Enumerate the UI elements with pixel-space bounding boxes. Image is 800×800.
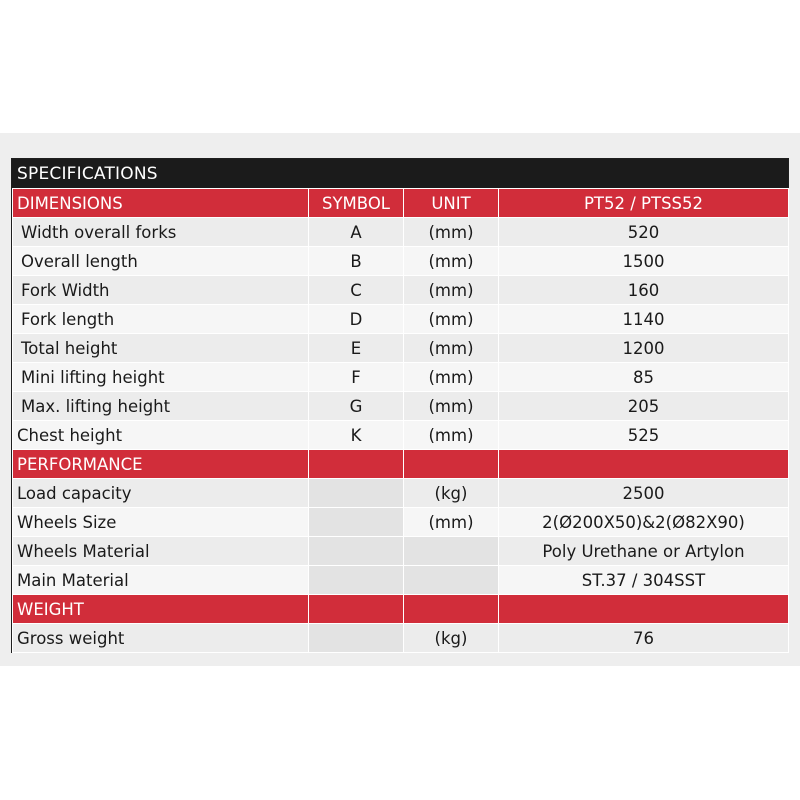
row-value: 520 (499, 218, 789, 247)
empty-cell (309, 566, 404, 595)
row-unit: (mm) (404, 392, 499, 421)
table-row (13, 218, 789, 247)
table-row (13, 276, 789, 305)
row-unit: (mm) (404, 247, 499, 276)
header-filler (499, 450, 789, 479)
table-row (13, 363, 789, 392)
table-row (13, 624, 789, 653)
spec-sheet (11, 158, 789, 653)
table-header-row (13, 189, 789, 218)
header-filler (309, 595, 404, 624)
row-label: Load capacity (13, 479, 309, 508)
weight-heading: WEIGHT (13, 595, 309, 624)
row-unit: (mm) (404, 305, 499, 334)
row-unit: (mm) (404, 363, 499, 392)
table-row (13, 479, 789, 508)
row-symbol: E (309, 334, 404, 363)
section-header-weight (13, 595, 789, 624)
row-value: 2500 (499, 479, 789, 508)
row-label: Fork length (13, 305, 309, 334)
header-model: PT52 / PTSS52 (499, 189, 789, 218)
table-row (13, 537, 789, 566)
row-symbol: A (309, 218, 404, 247)
empty-cell (309, 479, 404, 508)
table-row (13, 392, 789, 421)
table-row (13, 305, 789, 334)
row-value: 160 (499, 276, 789, 305)
row-unit: (mm) (404, 276, 499, 305)
row-label: Mini lifting height (13, 363, 309, 392)
spec-table (12, 188, 789, 653)
row-label: Wheels Material (13, 537, 309, 566)
row-value: 525 (499, 421, 789, 450)
row-unit: (kg) (404, 624, 499, 653)
row-label: Main Material (13, 566, 309, 595)
table-row (13, 508, 789, 537)
row-label: Chest height (13, 421, 309, 450)
row-value: 1500 (499, 247, 789, 276)
row-value: Poly Urethane or Artylon (499, 537, 789, 566)
row-label: Width overall forks (13, 218, 309, 247)
header-filler (309, 450, 404, 479)
header-filler (499, 595, 789, 624)
row-label: Gross weight (13, 624, 309, 653)
row-symbol: D (309, 305, 404, 334)
row-label: Overall length (13, 247, 309, 276)
row-unit: (mm) (404, 508, 499, 537)
row-label: Max. lifting height (13, 392, 309, 421)
row-value: 76 (499, 624, 789, 653)
spec-title: SPECIFICATIONS (12, 159, 788, 188)
table-row (13, 247, 789, 276)
row-unit: (kg) (404, 479, 499, 508)
header-unit: UNIT (404, 189, 499, 218)
row-symbol: G (309, 392, 404, 421)
row-unit (404, 566, 499, 595)
row-value: 205 (499, 392, 789, 421)
row-value: 85 (499, 363, 789, 392)
table-row (13, 566, 789, 595)
header-dimensions: DIMENSIONS (13, 189, 309, 218)
header-filler (404, 450, 499, 479)
row-unit: (mm) (404, 218, 499, 247)
performance-heading: PERFORMANCE (13, 450, 309, 479)
row-unit: (mm) (404, 421, 499, 450)
header-filler (404, 595, 499, 624)
row-label: Total height (13, 334, 309, 363)
row-symbol: B (309, 247, 404, 276)
row-value: 1140 (499, 305, 789, 334)
section-header-performance (13, 450, 789, 479)
empty-cell (309, 508, 404, 537)
row-label: Fork Width (13, 276, 309, 305)
table-row (13, 334, 789, 363)
row-value: ST.37 / 304SST (499, 566, 789, 595)
row-unit: (mm) (404, 334, 499, 363)
table-row (13, 421, 789, 450)
row-value: 1200 (499, 334, 789, 363)
row-symbol: K (309, 421, 404, 450)
empty-cell (309, 537, 404, 566)
row-symbol: F (309, 363, 404, 392)
header-symbol: SYMBOL (309, 189, 404, 218)
row-value: 2(Ø200X50)&2(Ø82X90) (499, 508, 789, 537)
empty-cell (309, 624, 404, 653)
row-unit (404, 537, 499, 566)
row-label: Wheels Size (13, 508, 309, 537)
row-symbol: C (309, 276, 404, 305)
